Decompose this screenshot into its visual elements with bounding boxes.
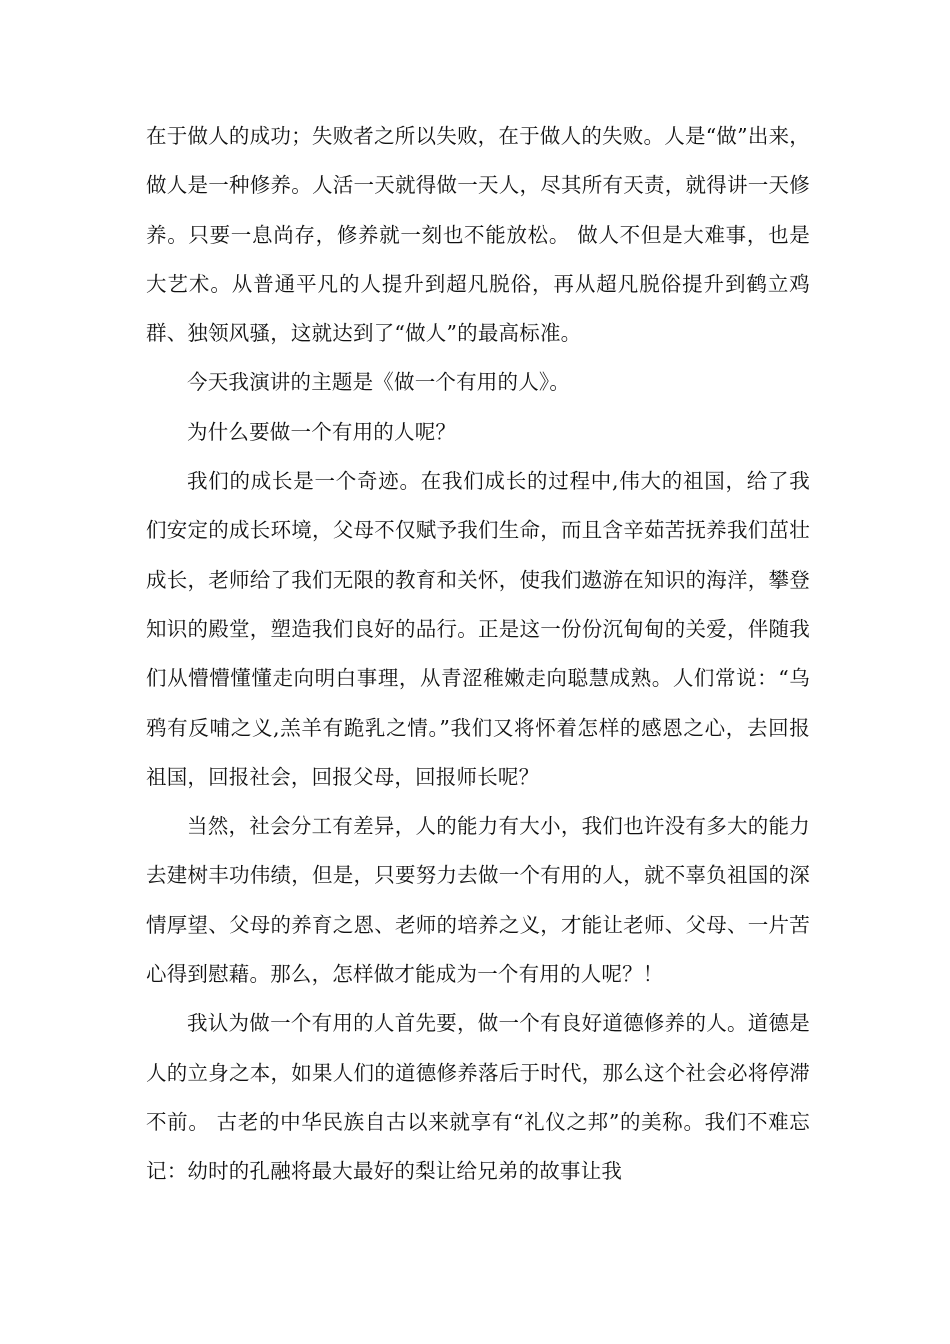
paragraph-2: 今天我演讲的主题是《做一个有用的人》。 xyxy=(187,370,571,395)
paragraph-6: 我认为做一个有用的人首先要，做一个有良好道德修养的人。道德是人的立身之本，如果人们的道德修养落后于时代，那么这个社会必将停滞不前。 古老的中华民族自古以来就享有“礼仪之邦”的美称。我们不难忘记：幼时的孔融将最大最好的梨让给兄弟的故事让我 xyxy=(146,1011,810,1184)
document-body xyxy=(146,112,810,1197)
paragraph-3: 为什么要做一个有用的人呢？ xyxy=(187,419,457,444)
paragraph-1: 在于做人的成功；失败者之所以失败，在于做人的失败。人是“做”出来，做人是一种修养。人活一天就得做一天人，尽其所有天责，就得讲一天修养。只要一息尚存，修养就一刻也不能放松。 做人不但是大难事，也是大艺术。从普通平凡的人提升到超凡脱俗，再从超凡脱俗提升到鹤立鸡群、独领风骚，这就达到了“做人”的最高标准。 xyxy=(146,124,810,346)
paragraph-4: 我们的成长是一个奇迹。在我们成长的过程中,伟大的祖国，给了我们安定的成长环境，父母不仅赋予我们生命，而且含辛茹苦抚养我们茁壮成长，老师给了我们无限的教育和关怀，使我们遨游在知识的海洋，攀登知识的殿堂，塑造我们良好的品行。正是这一份份沉甸甸的关爱，伴随我们从懵懵懂懂走向明白事理，从青涩稚嫩走向聪慧成熟。人们常说：“乌鸦有反哺之义,羔羊有跪乳之情。”我们又将怀着怎样的感恩之心，去回报祖国，回报社会，回报父母，回报师长呢？ xyxy=(146,469,810,789)
paragraph-5: 当然，社会分工有差异，人的能力有大小，我们也许没有多大的能力去建树丰功伟绩，但是，只要努力去做一个有用的人，就不辜负祖国的深情厚望、父母的养育之恩、老师的培养之义，才能让老师、父母、一片苦心得到慰藉。那么，怎样做才能成为一个有用的人呢？！ xyxy=(146,814,810,987)
